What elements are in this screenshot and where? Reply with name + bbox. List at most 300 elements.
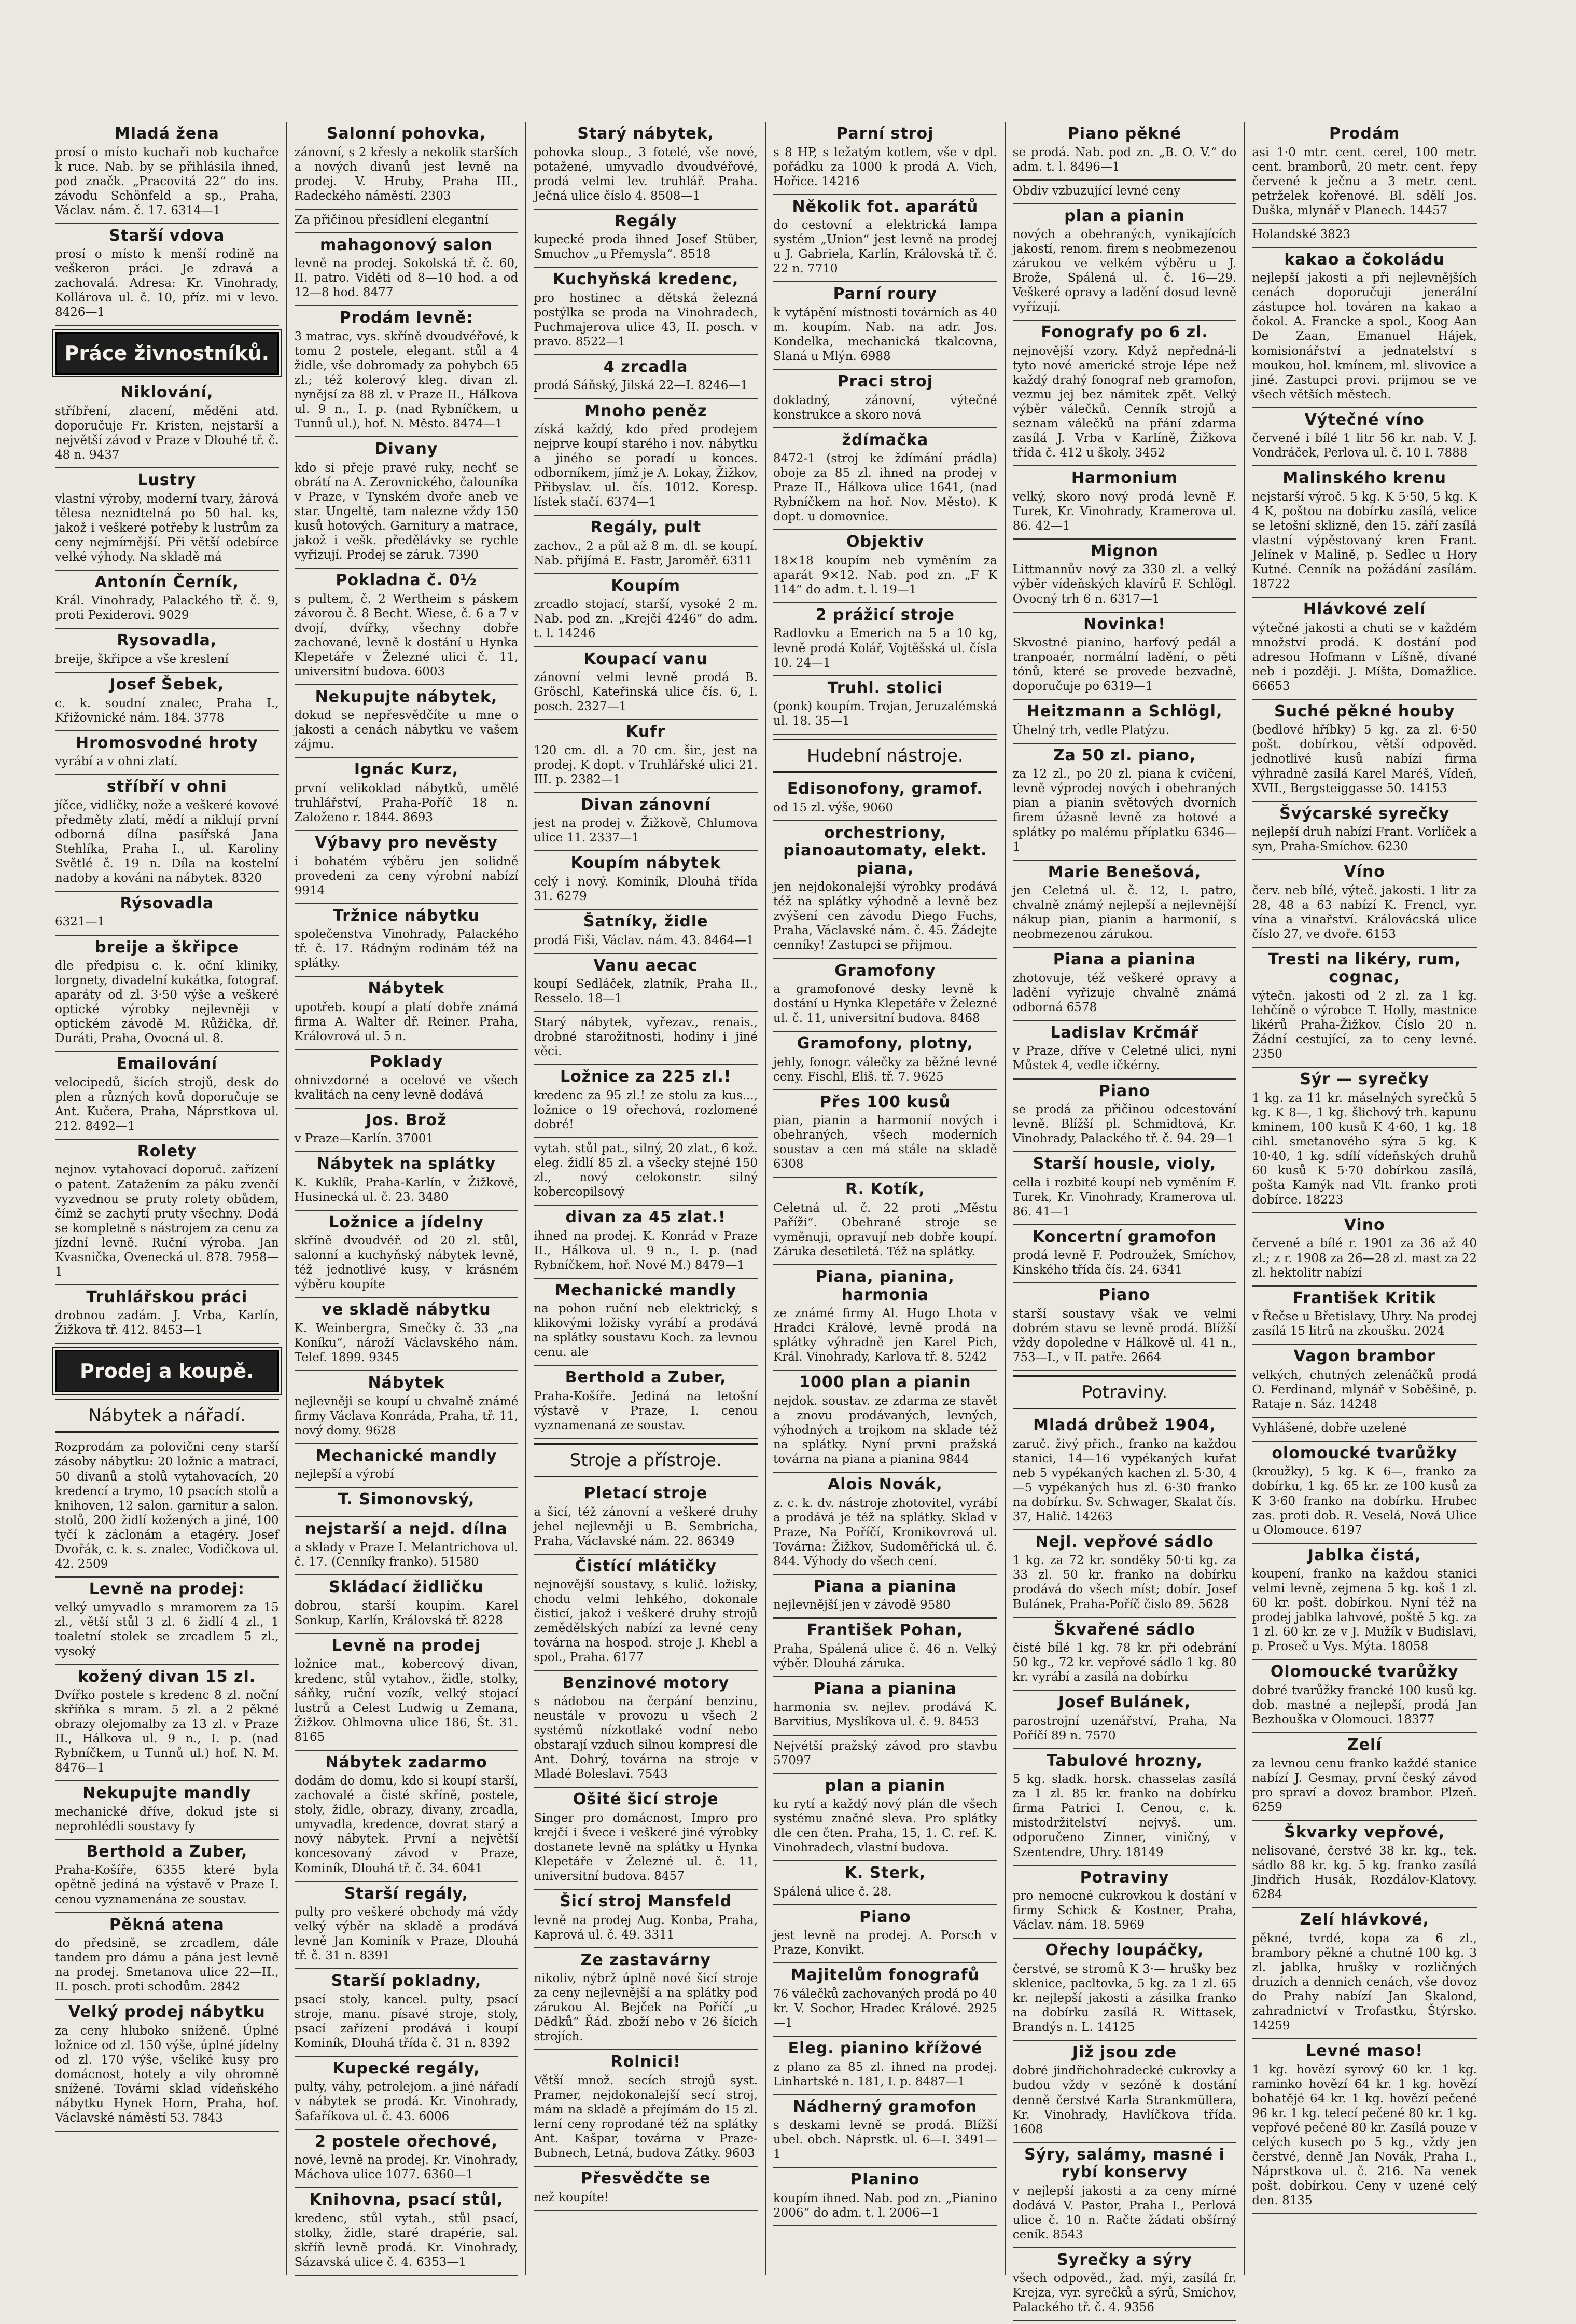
ad-headline: Mladá drůbež 1904,: [1033, 1416, 1216, 1435]
classified-ad: [295, 1211, 519, 1298]
ad-headline: Objektiv: [846, 533, 924, 551]
classified-ad: [1013, 700, 1237, 744]
ad-headline: Jos. Brož: [366, 1111, 447, 1129]
ad-headline: Truhlářskou práci: [86, 1288, 248, 1306]
section-banner: Práce živnostníků.: [55, 332, 279, 375]
ad-headline: Koupací vanu: [583, 649, 708, 668]
ad-headline: Parní roury: [833, 285, 938, 303]
ad-body: do předsině, se zrcadlem, dále tandem pro dámu a pána jest levně na prodej. Smetanova ulice 22—II., II. posch. proti schodům. 2842: [55, 1936, 279, 1994]
ad-headline: Mechanické mandly: [555, 1281, 737, 1299]
ad-body: 1 kg. hovězí syrový 60 kr. 1 kg. raminko hovězí 64 kr. 1 kg. hovězí bohatějé 64 kr. 1 kg. hovězí pečené 96 kr. 1 kg. telecí pečené 80 kr. 1 kg. vepřové pečené 80 kr. Zasílá pouze v celých kusech po 5 kg., vždy jen čerstvé, denně Jan Novák, Praha I., Náprstkova ul. č. 216. Na venek pošt. dobírkou. Ceny v uzené celý den. 8135: [1252, 2063, 1477, 2208]
ad-headline: Kuchyňská kredenc,: [553, 270, 739, 289]
ad-headline: Nábytek: [368, 1374, 445, 1392]
ad-headline: Pěkná atena: [109, 1915, 225, 1934]
ad-body: pulty, váhy, petrolejom. a jiné nářadí v nábytek se prodá. Kr. Vinohrady, Šafaříkova ul. č. 43. 6006: [294, 2080, 519, 2123]
ad-headline: Parní stroj: [836, 125, 934, 143]
ad-headline: Výbavy pro nevěsty: [315, 834, 498, 852]
ad-headline: Nábytek: [368, 979, 445, 998]
ad-body: velocipedů, šicích strojů, desk do plen a různých kovů doporučuje se Ant. Kučera, Praha, Náprstkova ul. 212. 8492—1: [55, 1075, 279, 1133]
ad-body: než koupíte!: [534, 2190, 609, 2204]
ad-body: z plano za 85 zl. ihned na prodej. Linhartské n. 181, I. p. 8487—1: [773, 2060, 997, 2088]
ad-body: 8472-1 (stroj ke ždímání prádla) oboje za 85 zl. ihned na prodej v Praze II., Hálkova ulice 1641, (nad Rybníčkem na hoř. Nov. Město). K dopt. u domovnice.: [773, 452, 997, 524]
ad-body: kupecké proda ihned Josef Stüber, Smuchov „u Přemysla“. 8518: [534, 233, 758, 261]
ad-body: levně na prodej Aug. Konba, Praha, Kaprová ul. č. 49. 3311: [534, 1913, 758, 1942]
ad-headline: Piana a pianina: [814, 1679, 957, 1698]
ad-body: 18×18 koupím neb vyměním za aparát 9×12. Nab. pod zn. „F K 114“ do adm. t. l. 19—1: [773, 554, 997, 597]
ad-body: upotřeb. koupí a platí dobře známá firma A. Walter dř. Reiner. Praha, Královrová ul. 5 n.: [294, 1000, 519, 1043]
classified-ad: [773, 370, 997, 428]
ad-headline: Prodám levně:: [339, 309, 473, 327]
classified-ad: [295, 685, 519, 758]
ad-headline: Olomoucké tvarůžky: [1270, 1663, 1459, 1681]
classified-ad: [295, 122, 519, 210]
ad-body: koupení, franko na každou stanici velmi levně, zejmena 5 kg. koš 1 zl. 60 kr. pošt. dobírkou. Nyní též na prodej jablka lahvové, poště 5 kg. za 1 zl. 60 kr. ze v J. Mužík v Budislavi, p. Proseč u Vys. Mýta. 18058: [1252, 1567, 1477, 1654]
ad-body: vlastní výroby, moderní tvary, žárová tělesa neznidtelná po 50 hal. ks, jakož i veškeré potřeby k lustrům za ceny nejmírnější. Při větší odebírce velké výhody. Na skladě má: [55, 492, 279, 564]
ad-body: stříbření, zlacení, měděni atd. doporučuje Fr. Kristen, nejstarší a největší závod v Praze v Dlouhé tř. č. 48 n. 9437: [55, 404, 279, 462]
ad-headline: Truhl. stolici: [827, 679, 943, 697]
classified-ad: [295, 569, 519, 685]
column-6: [1245, 122, 1484, 2275]
ad-body: dobré tvarůžky francké 100 kusů kg. dob. mastné a nejlepší, prodá Jan Bezhouška v Olomouci. 18377: [1252, 1683, 1477, 1727]
ad-headline: František Pohan,: [807, 1621, 964, 1640]
ad-headline: olomoucké tvarůžky: [1272, 1444, 1458, 1462]
ad-headline: Nekupujte nábytek,: [315, 687, 498, 706]
classified-ad: [534, 1555, 758, 1671]
ad-headline: Harmonium: [1071, 469, 1178, 488]
classified-ad: [773, 1090, 997, 1178]
ad-headline: Škvarky vepřové,: [1284, 1823, 1445, 1842]
ad-headline: Mechanické mandly: [315, 1446, 497, 1465]
ad-headline: František Kritik: [1292, 1289, 1436, 1307]
classified-ad: [534, 1482, 758, 1555]
ad-body: Starý nábytek, vyřezav., renais., drobné starožitnosti, hodiny i jiné věci.: [534, 1016, 758, 1059]
ad-body: jíčce, vidličky, nože a veškeré kovové předměty zlatí, mědí a niklují první odborná dílna pasířská Jana Stehlíka, Praha I., ul. Karoliny Světlé č. 19 n. Díla na kostelní nadoby a kováni na nábytek. 8320: [55, 798, 279, 885]
ad-headline: 2 postele ořechové,: [315, 2132, 498, 2151]
ad-body: za ceny hluboko sníženě. Úplné ložnice od zl. 150 výše, úplné jídelny od zl. 170 výše, všeliké kusy pro domácnost, hotely a vily ohromně snížené. Továrni sklad vídeňského nábytku Hynek Horn, Praha, hof. Václavské náměstí 53. 7843: [55, 2024, 279, 2125]
ad-headline: Pokladna č. 0½: [336, 571, 477, 590]
classified-ad: [773, 1861, 997, 1905]
classified-ad: [1013, 861, 1237, 948]
ad-body: 1 kg. za 11 kr. máselných syrečků 5 kg. K 8—, 1 kg. šlichový trh. kapunu kminem, 100 kusů K 4·60, 1 kg. 18 cihl. smetanového sýra 5 kg. K 10·40, 1 kg. sdílí vídeňských druhů 60 kusů K 5·70 dobírkou zasílá, pošta Kamýk nad Vlt. franko proti dobírce. 18223: [1252, 1091, 1477, 1207]
classified-ad: [773, 530, 997, 603]
classified-ad: [1252, 122, 1477, 224]
ad-body: vytah. stůl pat., silný, 20 zlat., 6 kož. eleg. židlí 85 zl. a všecky stejné 150 zl., nový celokonstr. silný kobercopilsový: [534, 1141, 758, 1199]
classified-ad: [534, 1366, 758, 1439]
ad-headline: Piano: [1098, 1286, 1151, 1305]
classified-ad: [773, 1575, 997, 1619]
ad-body: vyrábí a v ohni zlatí.: [55, 755, 178, 769]
ad-headline: Niklování,: [120, 383, 214, 402]
classified-ad: [534, 1671, 758, 1788]
ad-body: Skvostné pianino, harfový pedál a tranpoaér, normální ladění, o pěti tónů, které se provede bezvadně, doporučuje po 6319—1: [1012, 636, 1237, 694]
ad-headline: Benzinové motory: [562, 1673, 730, 1692]
ad-headline: Ložnice za 225 zl.!: [560, 1068, 732, 1086]
ad-body: mechanické dříve, dokud jste si neprohlédli soustavy fy: [55, 1805, 279, 1833]
ad-body: pian, pianin a harmonií nových i obehraných, všech moderních soustav a cen má stále na skladě 6308: [773, 1114, 997, 1171]
ad-body: kdo si přeje pravé ruky, nechť se obrátí na A. Zerovnického, čalouníka v Praze, v Tynském dvoře aneb ve star. Ungeltě, tam nalezne vždy 150 kusů hotových. Garnitury a matrace, jakož i vešk. předělávky se rychle vyřizují. Prodej se záruk. 7390: [294, 461, 519, 562]
classified-ad: [295, 210, 519, 233]
ad-headline: Starý nábytek,: [577, 125, 714, 143]
classified-ad: [1013, 466, 1237, 540]
ad-headline: Nábytek zadarmo: [325, 1753, 487, 1772]
ad-body: kredenc za 95 zl.! ze stolu za kus..., ložnice o 19 ořechová, rozlomené dobré!: [534, 1088, 758, 1131]
ad-body: jest na prodej v. Žižkově, Chlumova ulice 11. 2337—1: [534, 817, 758, 845]
ad-headline: Gramofony: [834, 961, 936, 980]
ad-headline: Nejl. vepřové sádlo: [1035, 1532, 1214, 1551]
classified-ad: [1252, 802, 1477, 861]
classified-ad: [295, 1298, 519, 1371]
ad-body: Celetná ul. č. 22 proti „Městu Paříži“. Obehrané stroje se vyměnuji, opravují neb dobře koupí. Zárukа desetiletá. Též na splátky.: [773, 1201, 997, 1259]
classified-ad: [295, 1050, 519, 1109]
classified-ad: [534, 1138, 758, 1206]
ad-body: v Praze—Karlín. 37001: [294, 1132, 434, 1146]
ad-body: získá každý, kdo před prodejem nejprve koupí starého i nov. nábytku a jiného se poradí u konces. odborníkem, jímž je A. Lokay, Žižkov, Přibyslav. ul. čís. 1012. Koresp. lístek stačí. 6374—1: [534, 423, 758, 509]
classified-ad: [773, 1265, 997, 1371]
classified-ad: [1013, 321, 1237, 466]
ad-body: prosí o místo kuchaři nob kuchařce k ruce. Nab. by se přihlásila ihned, pod značk. „Pracovitá 22“ do ins. závodu Schönfeld a sp., Praha, Václav. nám. č. 17. 6314—1: [55, 145, 279, 217]
ad-body: velkých, chutných zelenáčků prodá O. Ferdinand, mlynář v Soběšině, p. Rataje n. Sáz. 14248: [1252, 1368, 1477, 1411]
ad-body: cella i rozbité koupí neb vyměním F. Turek, Kr. Vinohrady, Kramerova ul. 86. 41—1: [1012, 1175, 1237, 1219]
ad-body: výtečn. jakosti od 2 zl. za 1 kg. lehčíně o výrobce T. Holly, mastnice likérů Praha-Žižkov. Číslo 20 n. Žádní cestující, za to ceny levné. 2350: [1252, 989, 1477, 1061]
classified-ad: [534, 793, 758, 852]
column-1: [48, 122, 287, 2275]
ad-body: drobnou zadám. J. Vrba, Karlín, Žižkova tř. 412. 8453—1: [55, 1309, 279, 1337]
ad-body: Větší množ. secích strojů syst. Pramer, nejdokonalejší secí stroj, mám na skladě a přejímám do 15 zl. lerní ceny roprodané též na splátky Ant. Kašpar, továrna v Praze-Bubnech, Letná, budova Zátky. 9603: [534, 2073, 758, 2161]
classified-ad: [1013, 1618, 1237, 1691]
column-3: [526, 122, 766, 2275]
ad-headline: Skládací židličku: [329, 1578, 484, 1597]
classified-ad: [1252, 1908, 1477, 2039]
classified-ad: [773, 1619, 997, 1677]
ad-headline: Nekupujte mandly: [82, 1784, 252, 1803]
classified-ad: [1013, 122, 1237, 181]
ad-headline: Nádherný gramofon: [793, 2097, 978, 2116]
classified-ad: [1252, 860, 1477, 948]
classified-ad: [1013, 1866, 1237, 1939]
ad-body: 5 kg. sladk. horsk. chasselas zasílá za 1 zl. 85 kr. franko na dobírku firma Patrici I. Cenou, c. k. mistodržitelství nejvyš. um. odporučeno Zinner, viničný, v Szentendre, Uhry. 18149: [1012, 1773, 1237, 1859]
classified-ad: [295, 1109, 519, 1153]
ad-body: zrcadlo stojací, starší, vysoké 2 m. Nab. pod zn. „Krejčí 4246“ do adm. t. l. 14246: [534, 598, 758, 641]
classified-ad: [1013, 181, 1237, 204]
ad-headline: T. Simonovský,: [338, 1490, 475, 1509]
column-5: [1006, 122, 1245, 2315]
ad-body: a sklady v Praze I. Melantrichova ul. č. 17. (Cenníky franko). 51580: [294, 1541, 519, 1569]
classified-ad: [55, 731, 279, 776]
ad-body: Radlovku a Emerich na 5 a 10 kg, levně prodá Kolář, Vojtěšská ul. čísla 10. 24—1: [773, 627, 997, 670]
ad-body: Praha-Košíře. Jediná na letošní výstavě v Praze, I. cenou vyznamenaná ze soustav.: [534, 1389, 758, 1433]
ad-headline: Levně na prodej: [331, 1636, 481, 1655]
ad-body: dobré jindřichohradecké cukrovky a budou vždy v sezóně k dostání denně čerstvé Karla Strankmüllera, Kr. Vinohrady, Havlíčkova třída. 1608: [1012, 2064, 1237, 2136]
ad-body: nových a obehraných, vynikajících jakostí, renom. firem s neobmezenou zárukou ve velkém výběru u J. Brože, Spálená ul. č. 16—29. Veškeré opravy a ladění dosud levně vyřízují.: [1012, 228, 1237, 314]
ad-body: Vyhlášené, dobře uzelené: [1252, 1421, 1407, 1435]
ad-body: koupí Sedláček, zlatník, Praha II., Resselo. 18—1: [534, 977, 758, 1006]
ad-body: červ. neb bílé, výteč. jakosti. 1 litr za 28, 48 a 63 nabízí K. Frencl, vyr. vína a vinařství. Královácská ulice číslo 27, ve dvoře. 6153: [1252, 883, 1477, 941]
ad-body: psací stoly, kancel. pulty, psací stroje, manu. písavé stroje, stoly, psací zařízení prodává i koupí Kominík, Dlouhá třída č. 31 n. 8392: [294, 1993, 519, 2050]
ad-body: koupím ihned. Nab. pod zn. „Pianino 2006“ do adm. t. l. 2006—1: [773, 2191, 997, 2220]
ad-body: Úhelný trh, vedle Platýzu.: [1012, 723, 1170, 737]
classified-ad: [55, 673, 279, 731]
ad-body: dokladný, zánovní, výtečné konstrukce a skoro nová: [773, 393, 997, 422]
ad-body: jest levně na prodej. A. Porsch v Praze, Konvikt.: [773, 1929, 997, 1957]
ad-body: ložnice mat., kobercový divan, kredenc, stůl vytahov., židle, stolky, sáňky, ruční vozík, velký stojací lustrů a Celest Ludwig u Zemana, Žižkov. Ohlmovna ulice 186, Št. 31. 8165: [294, 1657, 519, 1744]
ad-body: (ponk) koupím. Trojan, Jeruzalémská ul. 18. 35—1: [773, 700, 997, 728]
ad-body: (kroužky), 5 kg. K 6—, franko za dobírku, 1 kg. 65 kr. ze 100 kusů za K 3·60 franko na dobírku. Hrubec zas. proti dob. R. Veselá, Nová Ulice u Olomouce. 6197: [1252, 1465, 1477, 1537]
classified-ad: [1252, 1544, 1477, 1661]
ad-headline: Gramofony, plotny,: [797, 1034, 973, 1053]
ad-body: asi 1·0 mtr. cent. cerel, 100 metr. cent. bramborů, 20 metr. cent. řepy červené k ječnu a 3 metr. cent. petrželek kořenové. Bl. sdělí Jos. Duška, mlynář v Planech. 14457: [1252, 145, 1477, 217]
classified-ad: [773, 1905, 997, 1964]
ad-headline: Praci stroj: [837, 372, 933, 391]
ad-body: zaruč. živý přich., franko na každou stanici, 14—16 vypékaných kuřat neb 5 vypékaných kachen zl. 5·30, 4—5 vypékaných hus zl. 6·30 franko na dobírku. Sv. Schwager, Skalat čís. 37, Halič. 14263: [1012, 1437, 1237, 1524]
classified-ad: [1252, 598, 1477, 700]
ad-headline: Ze zastavárny: [580, 1951, 711, 1969]
ad-headline: Starší vdova: [109, 226, 225, 245]
classified-ad: [295, 977, 519, 1050]
ad-body: první velikoklad nábytků, umělé truhlářství, Praha-Poříč 18 n. Založeno r. 1844. 8693: [294, 781, 519, 825]
classified-ad: [1252, 1345, 1477, 1418]
classified-ad: [1252, 408, 1477, 467]
ad-body: skříně dvoudvéř. od 20 zl. stůl, salonní a kuchyňský nábytek levně, též jednotlivé kusy, v krásném výběru koupíte: [294, 1234, 519, 1292]
classified-ad: [55, 381, 279, 468]
ad-headline: Rolnici!: [610, 2053, 681, 2071]
ad-body: (bedlové hříbky) 5 kg. za zl. 6·50 pošt. dobírkou, větší odpověd. jednotlivé kusů nabízí firma výhradně zasílá Karel Maréš, Vídeň, XVII., Bergsteiggasse 50. 14153: [1252, 723, 1477, 795]
classified-ad: [55, 122, 279, 224]
ad-body: jehly, fonogr. válečky za běžné levné ceny. Fischl, Eliš. tř. 7. 9625: [773, 1055, 997, 1084]
classified-ad: [1013, 1225, 1237, 1284]
classified-ad: [1252, 1418, 1477, 1442]
ad-headline: Hlávkové zelí: [1303, 600, 1426, 619]
ad-headline: R. Kotík,: [845, 1180, 925, 1199]
ad-headline: Piana, pianina, harmonia: [816, 1268, 955, 1304]
ad-headline: Zelí hlávkové,: [1300, 1911, 1429, 1929]
ad-body: pěkné, tvrdé, kopa za 6 zl., brambory pěkné a chutné 100 kg. 3 zl. jablka, hrušky v rozličných druzích a dennich cenách, vše dovoz do Prahy nabízí Jan Skalond, zahradnictví v Trofastku, Štýrsko. 14259: [1252, 1931, 1477, 2033]
ad-body: 1 kg. za 72 kr. sonděky 50·ti kg. za 33 zl. 50 kr. franko na dobírku prodává do všech míst; dobír. Josef Bulánek, Praha-Poříč čislo 89. 5628: [1012, 1554, 1237, 1611]
classified-ad: [773, 122, 997, 195]
classified-ad: [55, 1781, 279, 1840]
ad-body: 6321—1: [55, 915, 105, 929]
ad-body: Praha, Spálená ulice č. 46 n. Velký výběr. Dlouhá záruka.: [773, 1642, 997, 1670]
ad-headline: 4 zrcadla: [603, 357, 688, 376]
ad-headline: Poklady: [369, 1053, 443, 1071]
classified-ad: [55, 1437, 279, 1577]
ad-headline: Ložnice a jídelny: [329, 1213, 484, 1232]
classified-ad: [295, 1488, 519, 1517]
classified-ad: [55, 1578, 279, 1665]
ad-headline: Piano: [1098, 1082, 1151, 1100]
ad-headline: Alois Novák,: [828, 1475, 943, 1494]
ad-headline: Tržnice nábytku: [333, 906, 480, 925]
ad-body: v nejlepší jakosti a za ceny mírné dodává V. Pastor, Praha I., Perlová ulice č. 10 n. Račte žádati obšírný ceník. 8543: [1012, 2184, 1237, 2242]
ad-headline: ždímačka: [842, 431, 929, 449]
ad-headline: divan za 45 zlat.!: [565, 1208, 726, 1227]
ad-headline: Přesvědčte se: [580, 2169, 711, 2188]
classified-ad: [1252, 466, 1477, 598]
ad-headline: Fonografy po 6 zl.: [1041, 323, 1208, 342]
ad-headline: Švýcarské syrečky: [1279, 804, 1450, 823]
ad-headline: Přes 100 kusů: [819, 1092, 951, 1111]
ad-headline: Vanu aecac: [593, 956, 698, 975]
ad-body: breije, škřipce a vše kreslení: [55, 652, 229, 666]
ad-headline: Rolety: [137, 1142, 197, 1160]
classified-ad: [534, 851, 758, 910]
ad-headline: orchestriony, pianoautomaty, elekt. piana,: [783, 823, 987, 878]
classified-ad: [1013, 1414, 1237, 1530]
classified-ad: [55, 1140, 279, 1285]
ad-headline: Edisonofony, gramof.: [787, 780, 983, 798]
ad-headline: Majitelům fonografů: [790, 1966, 980, 1985]
ad-headline: Ignác Kurz,: [354, 760, 459, 779]
ad-headline: Josef Bulánek,: [1058, 1693, 1191, 1712]
ad-headline: 1000 plan a pianin: [799, 1373, 971, 1392]
ad-body: nejlevnější jen v závodě 9580: [773, 1598, 951, 1612]
ad-body: dodám do domu, kdo si koupí starší, zachovalé a čisté skříně, postele, stoly, židle, obrazy, divany, zrcadla, umyvadla, kredence, dovrat starý a nový nábytek. První a největší koncesovaný závod v Praze, Kominík, Dlouhá tř. č. 34. 6041: [294, 1774, 519, 1875]
classified-ad: [1252, 1733, 1477, 1821]
classified-ad: [1013, 2248, 1237, 2321]
ad-body: prodá levně F. Podroužek, Smíchov, Kinského třída čís. 24. 6341: [1012, 1249, 1237, 1277]
ad-headline: mahagonový salon: [319, 236, 493, 254]
ad-headline: Velký prodej nábytku: [68, 2003, 266, 2022]
classified-ad: [55, 629, 279, 673]
classified-ad: [295, 1634, 519, 1751]
classified-ad: [1252, 224, 1477, 248]
ad-body: dle předpisu c. k. oční kliniky, lorgnety, divadelní kukátka, fotograf. aparáty od zl. 3·50 výše a veškeré optické výrobky nejlevněji v optickém závodě M. Růžička, dř. Duráti, Praha, Ovocná ul. 8.: [55, 959, 279, 1046]
classified-ad: [1252, 1286, 1477, 1345]
classified-ad: [534, 1065, 758, 1138]
ad-headline: Knihovna, psací stůl,: [309, 2191, 504, 2209]
ad-body: nejdok. soustav. ze zdarma ze stavět a znovu prodávaných, levných, výhodných a trojkom na sklade též na splátky. Nyní prvni pražská továrna na piana a pianina 9844: [773, 1394, 997, 1466]
ad-body: Král. Vinohrady, Palackého tř. č. 9, proti Pexiderovi. 9029: [55, 594, 279, 622]
ad-headline: Šicí stroj Mansfeld: [560, 1892, 732, 1911]
ad-headline: Regály: [614, 212, 677, 230]
ad-body: s nádobou na čerpání benzinu, neustále v provozu u všech 2 systémů nízkotlaké vodní nebo obstarají vzduch silnou kompresí dle Ant. Dohrý, továrna na stroje v Mladé Boleslavi. 7543: [534, 1695, 758, 1781]
classified-ad: [295, 1517, 519, 1576]
ad-body: kredenc, stůl vytah., stůl psací, stolky, židle, staré drapérie, sal. skříň levně prodá. Kr. Vinohrady, Sázavská ulice č. 4. 6353—1: [294, 2211, 519, 2269]
classified-ad: [55, 1840, 279, 1913]
column-4: [766, 122, 1006, 2275]
ad-body: nejnovější soustavy, s kulič. ložisky, chodu velmi lehkého, dokonale čisticí, jakož i veškeré druhy strojů zemědělských nabízí za levné ceny továrna na hospod. stroje J. Khebl a spol., Praha. 6177: [534, 1578, 758, 1665]
classified-ad: [534, 2167, 758, 2211]
ad-body: pulty pro veškeré obchody má vždy velký výběr na skladě a prodává levně Jan Kominík v Praze, Dlouhá tř. č. 31 n. 8391: [294, 1905, 519, 1963]
ad-body: K. Weinbergra, Smečky č. 33 „na Koníku“, nároží Václavského nám. Telef. 1899. 9345: [294, 1321, 519, 1365]
ad-body: červené i bílé 1 litr 56 kr. nab. V. J. Vondráček, Perlova ul. č. 10 I. 7888: [1252, 432, 1477, 460]
ad-body: ohnivzdorné a ocelové ve všech kvalitách na ceny levně dodává: [294, 1073, 519, 1102]
ad-headline: Starší pokladny,: [331, 1972, 482, 1990]
ad-body: dokud se nepřesvědčíte u mne o jakosti a cenách nábytku ve vašem zájmu.: [294, 709, 519, 752]
ad-headline: plan a pianin: [825, 1776, 946, 1795]
classified-ad: [295, 904, 519, 977]
classified-ad: [773, 2095, 997, 2168]
classified-ad: [773, 1178, 997, 1265]
ad-body: 3 matrac, vys. skříně dvoudvéřové, k tomu 2 postele, elegant. stůl a 4 židle, vše dobromady za pohybch 65 zl.; též kolerový kleg. divan zl. nynějsí za 88 zl. v Praze II., Hálkova ul. 9 n., I. p. (nad Rybníčkem, u Tunnů ul.), hof. N. Město. 8474—1: [294, 329, 519, 431]
ad-body: 76 válečků zachovaných prodá po 40 kr. V. Sochor, Hradec Králové. 2925—1: [773, 1987, 997, 2030]
ad-headline: Mignon: [1091, 542, 1159, 560]
section-heading: Potraviny.: [1013, 1375, 1237, 1409]
column-2: [287, 122, 527, 2275]
ad-headline: Syrečky a sýry: [1057, 2250, 1192, 2269]
ad-body: za levnou cenu franko každé stanice nabízí J. Gesmay, první český závod pro spraví a dovoz brambor. Plzeň. 6259: [1252, 1756, 1477, 1814]
ad-headline: Ošité šicí stroje: [573, 1790, 719, 1809]
classified-ad: [534, 1890, 758, 1948]
classified-ad: [55, 892, 279, 936]
ad-headline: Čistící mlátičky: [575, 1557, 717, 1575]
ad-body: s deskami levně se prodá. Blížší ubel. obch. Náprstk. ul. 6—I. 3491—1: [773, 2119, 997, 2162]
ad-body: Dvířko postele s kredenc 8 zl. noční skříňka s mram. 5 zl. a 2 pěkné obrazy olejomalby za 13 zl. v Praze II., Hálkova ul. 9 n., I. p. (nad Rybníčkem, u Tunnů ul.) hof. N. M. 8476—1: [55, 1689, 279, 1775]
section-heading: Hudební nástroje.: [773, 739, 997, 773]
ad-body: v Praze, dříve v Celetné ulici, nyni Můstek 4, vedle ičkérny.: [1012, 1044, 1237, 1073]
ad-body: od 15 zl. výše, 9060: [773, 800, 894, 814]
classified-ad: [295, 1575, 519, 1634]
classified-ad: [55, 1285, 279, 1344]
ad-body: ze známé firmy Al. Hugo Lhota v Hradci Králové, levně prodá na splátky výhradně jen Karel Pich, Král. Vinohrady, Karlova tř. 8. 5242: [773, 1307, 997, 1364]
ad-body: čerstvé, se stromů K 3·— hrušky bez sklenice, pacltovka, 5 kg. za 1 zl. 65 kr. nejlepší jakosti a zásilka franko na dobírku zasílá R. Wittasek, Brandýs n. L. 14125: [1012, 1962, 1237, 2034]
ad-body: za 12 zl., po 20 zl. piana k cvičení, levně výprodej nových i obehraných pian a pianin světových dvorních firem úžasně levně za hotové a splátky po malému příplatku 6346—1: [1012, 767, 1237, 854]
ad-body: výtečné jakosti a chuti se v každém množství prodá. K dostání pod adresou Hofmann v Líšně, dívané neb i později. J. Míšta, Domažlice. 66653: [1252, 621, 1477, 693]
ad-headline: Mladá žena: [114, 125, 219, 143]
ad-body: Obdiv vzbuzující levné ceny: [1012, 184, 1181, 198]
classified-ad: [55, 1913, 279, 2001]
ad-body: c. k. soudní znalec, Praha I., Křižovnické nám. 184. 3778: [55, 696, 279, 725]
ad-body: Singer pro domácnost, Impro pro krejčí i švece i veškeré jiné výrobky dostanete levně na splátky u Hynka Klepetáře v Železné ul. č. 11, universitní budova. 8457: [534, 1811, 758, 1883]
ad-headline: Zelí: [1347, 1736, 1382, 1754]
classified-ad: [773, 821, 997, 959]
ad-body: a šicí, též zánovní a veškeré druhy jehel nejlevněji u B. Sembricha, Praha, Václavské nám. 22. 86349: [534, 1505, 758, 1548]
classified-ad: [534, 2050, 758, 2167]
ad-headline: Lustry: [137, 471, 197, 490]
ad-body: jen Celetná ul. č. 12, I. patro, chvalně známý nejlepší a nejlevnější nákup pian, pianin a harmonií, s neobmezenou zárukou.: [1012, 884, 1237, 942]
classified-ad: [1013, 2143, 1237, 2248]
classified-ad: [773, 959, 997, 1032]
ad-body: nelisované, čerstvé 38 kr. kg., tek. sádlo 88 kr. kg. 5 kg. franko zasílá Jindřich Husák, Rozdálov-Klatovy. 6284: [1252, 1844, 1477, 1902]
ad-headline: Sýry, salámy, masné i rybí konservy: [1024, 2145, 1225, 2182]
classified-ad: [1013, 1021, 1237, 1080]
ad-headline: Levně na prodej:: [89, 1580, 245, 1598]
classified-ad: [773, 603, 997, 676]
ad-body: k vytápění místnosti továrních as 40 m. koupím. Nab. na adr. Jos. Kondelka, mechanická tkalcovna, Slaná u Mlýn. 6988: [773, 306, 997, 363]
ad-body: jen nejdokonalejší výrobky prodává též na splátky výhodně a levně bez zvýšení cen závodu Diego Fuchs, Praha, Václavské nám. č. 45. Žádejte cenníky! Zastupci se přijmou.: [773, 880, 997, 952]
ad-headline: Divan zánovní: [580, 795, 711, 814]
ad-headline: Planino: [850, 2170, 920, 2189]
classified-ad: [1013, 1691, 1237, 1749]
classified-ad: [295, 1371, 519, 1444]
ad-body: do cestovní a elektrická lampa systém „Union“ jest levně na prodej u J. Gabriela, Karlín, Královská tř. č. 22 n. 7710: [773, 218, 997, 276]
classified-ad: [55, 775, 279, 892]
classified-ad: [295, 758, 519, 831]
ad-headline: Marie Benešová,: [1048, 863, 1202, 881]
ad-headline: Ladislav Krčmář: [1050, 1023, 1199, 1042]
ad-headline: Regály, pult: [590, 518, 702, 537]
ad-body: červené a bílé r. 1901 za 36 až 40 zl.; z r. 1908 za 26—28 zl. mast za 22 zl. hektolitr nabízí: [1252, 1237, 1477, 1280]
classified-ad: [295, 306, 519, 437]
ad-body: zachov., 2 a půl až 8 m. dl. se koupí. Nab. přijímá E. Fastr, Jaroměř. 6311: [534, 539, 758, 568]
classified-ad: [1013, 948, 1237, 1021]
ad-body: celý i nový. Kominík, Dlouhá třída 31. 6279: [534, 875, 758, 903]
classified-ad: [1013, 2041, 1237, 2143]
ad-body: zánovní velmi levně prodá B. Gröschl, Kateřinská ulice čís. 6, I. posch. 2327—1: [534, 671, 758, 714]
classified-ad: [773, 1677, 997, 1736]
ad-body: Praha-Košíře, 6355 které byla opětně jediná na výstavě v Praze I. cenou vyznamenána ze soustav.: [55, 1863, 279, 1906]
ad-body: nejlevněji se koupí u chvalně známé firmy Václava Konráda, Praha, tř. 11, nový domy. 9628: [294, 1394, 519, 1437]
classified-ad: [1252, 1442, 1477, 1544]
ad-headline: stříbří v ohni: [106, 778, 227, 796]
ad-headline: Salonní pohovka,: [326, 125, 486, 143]
ad-body: Za přičinou přesídlení elegantní: [294, 213, 489, 227]
classified-ad: [55, 468, 279, 571]
classified-ad: [773, 1963, 997, 2037]
ad-headline: Vino: [1344, 1215, 1385, 1234]
classified-ad: [1013, 1152, 1237, 1225]
classified-ad: [773, 195, 997, 283]
classified-ad: [1252, 1660, 1477, 1733]
